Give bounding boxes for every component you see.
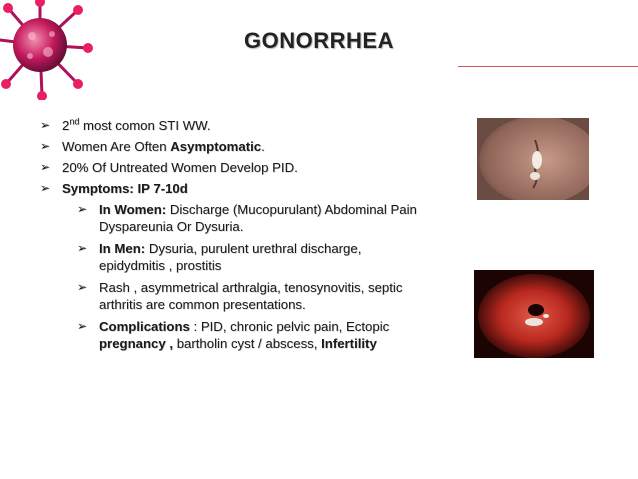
slide-title: GONORRHEA xyxy=(244,28,394,53)
sub-bullet-item: ➢ In Men: Dysuria, purulent urethral discharge, epidydmitis , prostitis xyxy=(77,241,362,273)
arrow-bullet-icon: ➢ xyxy=(77,319,88,333)
bullet-item: ➢ 20% Of Untreated Women Develop PID. xyxy=(40,160,298,175)
bullet-item: ➢ Women Are Often Asymptomatic. xyxy=(40,139,265,154)
arrow-bullet-icon: ➢ xyxy=(77,202,88,216)
clinical-photo-urethral-discharge xyxy=(477,118,589,200)
arrow-bullet-icon: ➢ xyxy=(77,280,88,294)
clinical-photo-cervix xyxy=(474,270,594,358)
sub-bullet-item: ➢ Rash , asymmetrical arthralgia, tenosynovitis, septic arthritis are common presentations. xyxy=(77,280,403,312)
arrow-bullet-icon: ➢ xyxy=(40,181,51,195)
arrow-bullet-icon: ➢ xyxy=(40,118,51,132)
sub-bullet-item: ➢ Complications : PID, chronic pelvic pain, Ectopic pregnancy , bartholin cyst / abscess, Infertility xyxy=(77,319,390,351)
sub-bullet-item: ➢ In Women: Discharge (Mucopurulant) Abdominal Pain Dyspareunia Or Dysuria. xyxy=(77,202,417,234)
bullet-item: ➢ 2nd most comon STI WW. xyxy=(40,116,211,133)
arrow-bullet-icon: ➢ xyxy=(40,160,51,174)
arrow-bullet-icon: ➢ xyxy=(40,139,51,153)
accent-divider xyxy=(458,66,638,67)
bullet-item: ➢ Symptoms: IP 7-10d xyxy=(40,181,188,196)
arrow-bullet-icon: ➢ xyxy=(77,241,88,255)
bullet-list xyxy=(40,117,430,357)
